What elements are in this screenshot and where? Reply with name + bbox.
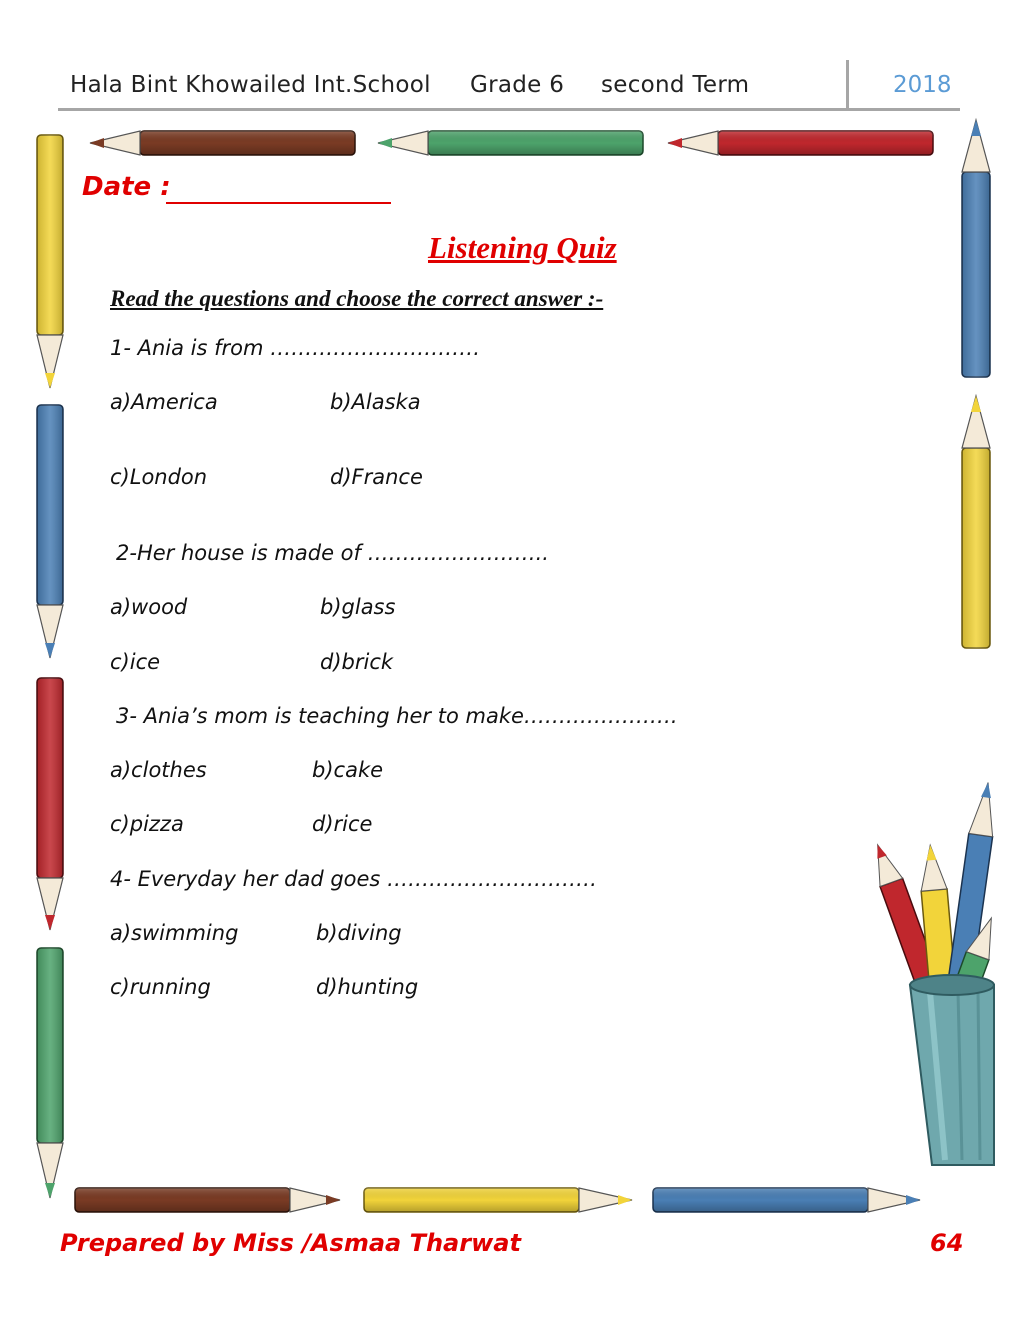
pencil-top-red <box>668 131 933 155</box>
pencil-bottom-brown <box>75 1188 340 1212</box>
question-3: 3- Ania’s mom is teaching her to make…………………. <box>116 704 678 728</box>
q4-option-d: d)hunting <box>316 975 419 999</box>
pencil-left-yellow <box>37 135 63 388</box>
q2-option-c: c)ice <box>110 650 161 674</box>
pencil-right-blue <box>962 120 990 377</box>
question-2: 2-Her house is made of …………………….. <box>116 541 549 565</box>
pencil-left-blue <box>37 405 63 658</box>
q1-option-a: a)America <box>110 390 218 414</box>
q1-option-c: c)London <box>110 465 208 489</box>
term-label: second Term <box>601 72 750 98</box>
q3-option-c: c)pizza <box>110 812 184 836</box>
pencil-cup-illustration <box>866 781 1002 1165</box>
q2-option-b: b)glass <box>320 595 396 619</box>
date-label: Date : <box>82 172 171 202</box>
grade-label: Grade 6 <box>470 72 565 98</box>
pencil-right-yellow <box>962 396 990 648</box>
question-1: 1- Ania is from ………………………… <box>110 336 481 360</box>
q3-option-a: a)clothes <box>110 758 207 782</box>
pencil-bottom-blue <box>653 1188 920 1212</box>
pencil-left-red <box>37 678 63 930</box>
q3-option-b: b)cake <box>312 758 384 782</box>
pencil-top-brown <box>90 131 355 155</box>
q2-option-d: d)brick <box>320 650 394 674</box>
quiz-title: Listening Quiz <box>428 230 617 265</box>
q4-option-c: c)running <box>110 975 211 999</box>
pencil-left-green <box>37 948 63 1198</box>
q3-option-d: d)rice <box>312 812 373 836</box>
prepared-by: Prepared by Miss /Asmaa Tharwat <box>60 1229 521 1257</box>
school-name: Hala Bint Khowailed Int.School <box>70 72 431 98</box>
q4-option-b: b)diving <box>316 921 402 945</box>
q1-option-b: b)Alaska <box>330 390 421 414</box>
page-number: 64 <box>930 1229 964 1257</box>
q4-option-a: a)swimming <box>110 921 239 945</box>
question-4: 4- Everyday her dad goes ………………………… <box>110 867 598 891</box>
q2-option-a: a)wood <box>110 595 188 619</box>
year-label: 2018 <box>893 72 952 98</box>
q1-option-d: d)France <box>330 465 423 489</box>
pencil-bottom-yellow <box>364 1188 632 1212</box>
date-blank-line <box>166 202 391 204</box>
instructions: Read the questions and choose the correct answer :- <box>110 286 604 311</box>
pencil-top-green <box>378 131 643 155</box>
